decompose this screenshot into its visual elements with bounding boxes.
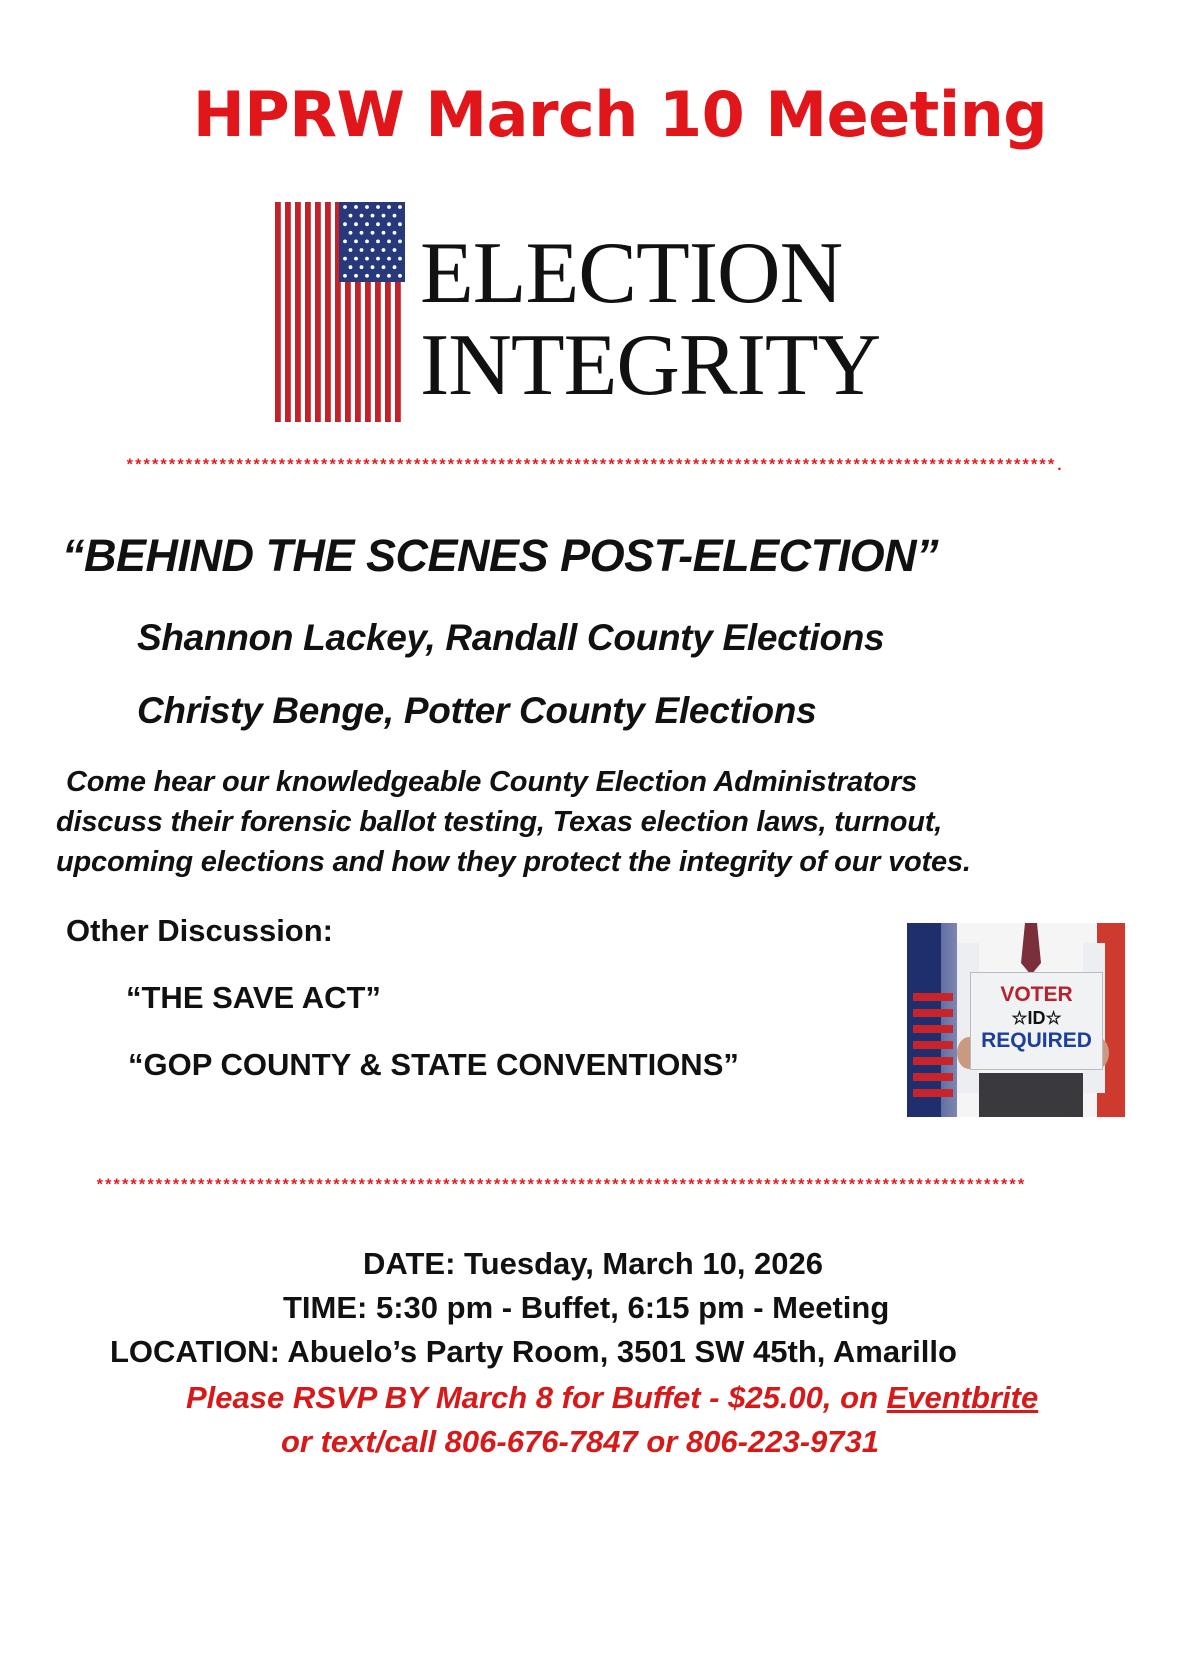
- rsvp-line-1: [186, 1380, 1038, 1416]
- sign-voter-text: VOTER: [1000, 983, 1073, 1006]
- event-time: TIME: 5:30 pm - Buffet, 6:15 pm - Meeting: [283, 1290, 890, 1325]
- rsvp-text: Please RSVP BY March 8 for Buffet - $25.00, on: [186, 1380, 887, 1415]
- voter-id-sign: [970, 972, 1103, 1070]
- description-line-2: discuss their forensic ballot testing, Texas election laws, turnout,: [56, 806, 943, 838]
- logo-word-integrity: INTEGRITY: [420, 317, 881, 414]
- description-line-3: upcoming elections and how they protect the integrity of our votes.: [56, 846, 971, 878]
- flag-logo-icon: [275, 202, 405, 422]
- speaker-2: Christy Benge, Potter County Elections: [137, 690, 817, 731]
- asterisk-divider-top: **************************************************************************************************************.: [125, 458, 1064, 474]
- eventbrite-link[interactable]: Eventbrite: [886, 1380, 1039, 1415]
- event-headline: “BEHIND THE SCENES POST-ELECTION”: [62, 530, 939, 581]
- sign-id-text: ☆ID☆: [1011, 1008, 1062, 1028]
- event-location: LOCATION: Abuelo’s Party Room, 3501 SW 45th, Amarillo: [110, 1334, 957, 1369]
- topic-gop-conventions: “GOP COUNTY & STATE CONVENTIONS”: [128, 1047, 739, 1082]
- event-date: DATE: Tuesday, March 10, 2026: [363, 1246, 824, 1281]
- other-discussion-label: Other Discussion:: [66, 913, 333, 948]
- sign-required-text: REQUIRED: [981, 1029, 1092, 1052]
- rsvp-contact: or text/call 806-676-7847 or 806-223-9731: [281, 1424, 880, 1459]
- description-line-1: Come hear our knowledgeable County Election Administrators: [66, 766, 918, 798]
- voter-id-photo: [907, 923, 1125, 1117]
- page-title: HPRW March 10 Meeting: [192, 78, 1048, 151]
- logo-word-election: ELECTION: [420, 225, 843, 322]
- topic-save-act: “THE SAVE ACT”: [126, 980, 381, 1015]
- asterisk-divider-bottom: **************************************************************************************************************: [95, 1178, 1025, 1194]
- speaker-1: Shannon Lackey, Randall County Elections: [137, 617, 885, 658]
